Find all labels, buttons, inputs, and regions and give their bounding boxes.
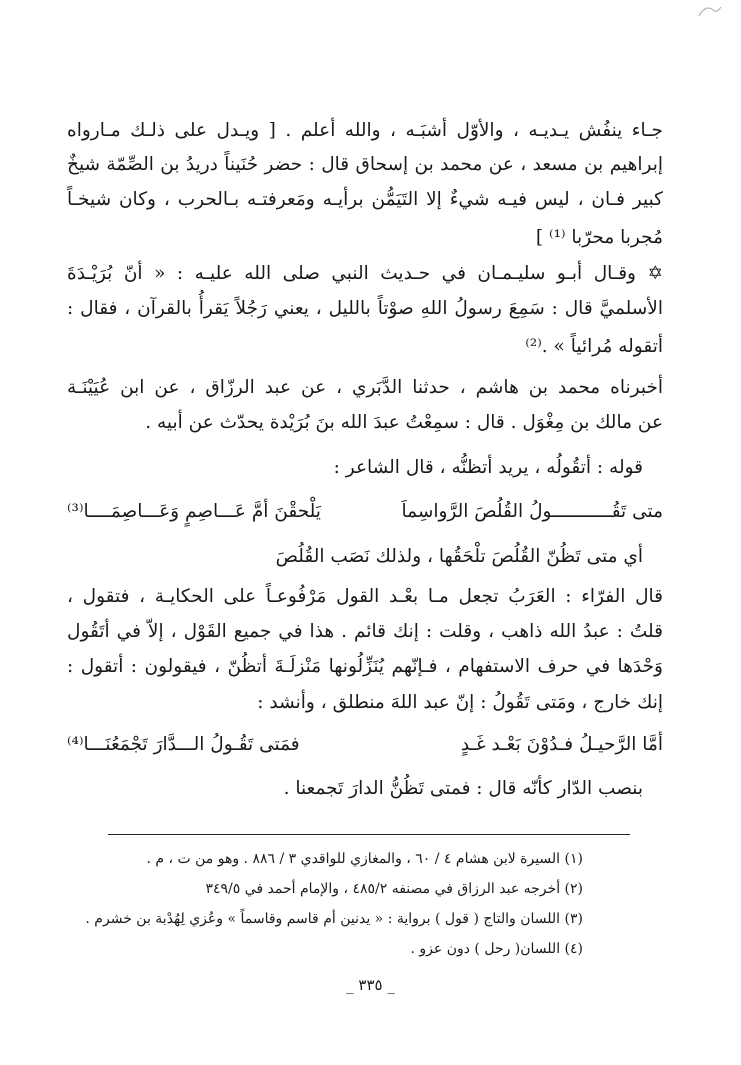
text-line: الأسلميَّ قال : سَمِعَ رسولُ اللهِ صوْتاً بالليل ، يعني رَجُلاً يَقرأُ بالقرآن ، فقال : bbox=[67, 298, 663, 319]
footnote: (٣) اللسان والتاج ( قول ) برواية : « يدنين أم قاسم وقاسماً » وعُزي لِهُدْبة بن خشرم . bbox=[85, 911, 583, 927]
poetry-verse bbox=[67, 500, 663, 524]
text-line: جـاء ينفُش يـديـه ، والأوّل أشبَـه ، والله أعلم . [ ويـدل على ذلـك مـارواه bbox=[67, 120, 663, 141]
footnote-divider bbox=[108, 834, 630, 835]
verse-first-hemistich: متى تَقُـــــــــــولُ القُلُصَ الرَّواسِماَ bbox=[401, 501, 663, 522]
text-line: ✡ وقـال أبـو سليـمـان في حـديث النبي صلى الله عليـه : « أنّ بُرَيْـدَةَ bbox=[67, 263, 663, 284]
footnote: (٤) اللسان( رحل ) دون عزو . bbox=[410, 941, 583, 957]
text-line: أخبرناه محمد بن هاشم ، حدثنا الدَّبَري ، عن عبد الرزّاق ، عن ابن عُيَيْنَـة bbox=[67, 377, 663, 398]
footnote: (١) السيرة لابن هشام ٤ / ٦٠ ، والمغازي للواقدي ٣ / ٨٨٦ . وهو من ت ، م . bbox=[146, 851, 583, 867]
scan-mark-icon bbox=[697, 4, 723, 20]
text-line: قوله : أتقُولُه ، يريد أتظنُّه ، قال الشاعر : bbox=[333, 457, 643, 478]
text-line: أي متى تَظُنّ القُلُصَ تلْحَقُها ، ولذلك نَصَب القُلُصَ bbox=[275, 546, 643, 567]
verse-first-hemistich: أمَّا الرَّحيـلُ فـدُوْنَ بَعْـد غَـدٍ bbox=[460, 734, 663, 755]
text-line: عن مالك بن مِغْوَل . قال : سمِعْتُ عبدَ الله بنَ بُرَيْدة يحدّث عن أبيه . bbox=[145, 412, 663, 433]
text-line: إبراهيم بن مسعد ، عن محمد بن إسحاق قال : حضر حُنَيناً دريدُ بن الصِّمّة شيخٌ bbox=[67, 154, 663, 175]
text-line: كبير فـان ، ليس فيـه شيءٌ إلا التَيَمُّن برأيـه ومَعرفتـه بـالحرب ، وكان شيخـاً bbox=[67, 189, 663, 210]
page-number: _ ٣٣٥ _ bbox=[346, 976, 395, 994]
text-line: قلتُ : عبدُ الله ذاهب ، وقلت : إنك قائم . هذا في جميع القَوْل ، إلاّ في أتَقُول bbox=[67, 621, 663, 642]
verse-second-hemistich: فمَتى تَقُـولُ الـــدَّارَ تَجْمَعُنَـــا⁽⁴⁾ bbox=[67, 734, 300, 755]
text-line: وَحْدَها في حرف الاستفهام ، فـإنّهم يُنَزِّلُونها مَنْزلَـةَ أتظُنّ ، فيقولون : أتقول : bbox=[67, 656, 663, 677]
text-line: بنصب الدّار كأنّه قال : فمتى تَظُنُّ الدارَ تَجمعنا . bbox=[283, 778, 643, 799]
text-line: مُجربا محرّبا ⁽¹⁾ ] bbox=[535, 227, 663, 248]
poetry-verse bbox=[67, 733, 663, 757]
text-line: قال الفرّاء : العَرَبُ تجعل مـا بعْـد القول مَرْفُوعـاً على الحكايـة ، فتقول ، bbox=[67, 586, 663, 607]
verse-second-hemistich: يَلْحقْنَ أمَّ عَـــاصِمٍ وَعَـــاصِمَــــا⁽³⁾ bbox=[67, 501, 321, 522]
text-line: أتقوله مُرائياً » .⁽²⁾ bbox=[525, 336, 663, 357]
text-line: إنك خارج ، ومَتى تَقُولُ : إنّ عبد اللهَ منطلق ، وأنشد : bbox=[257, 692, 663, 713]
footnote: (٢) أخرجه عبد الرزاق في مصنفه ٤٨٥/٢ ، والإمام أحمد في ٣٤٩/٥ bbox=[205, 881, 583, 897]
